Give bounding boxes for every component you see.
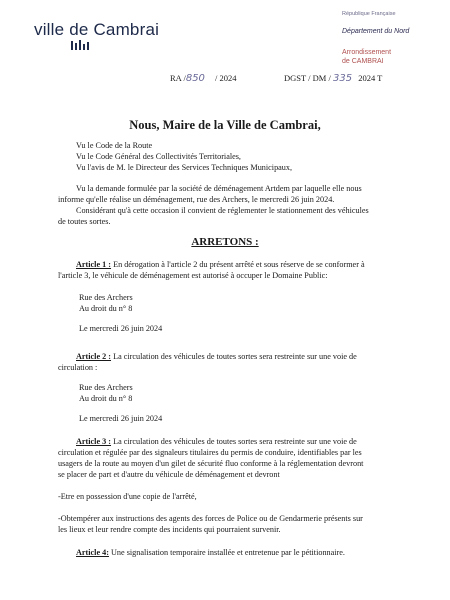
article-3-bullet: -Obtempérer aux instructions des agents des forces de Police ou de Gendarmerie présents sur bbox=[58, 514, 363, 523]
ra-reference bbox=[170, 73, 237, 84]
article-2-line: circulation : bbox=[58, 363, 98, 372]
article-3-label: Article 3 : bbox=[76, 437, 112, 446]
arretons-heading: ARRETONS : bbox=[191, 236, 259, 248]
article-3-line: se placer de part et d'autre du véhicule de déménagement et devront bbox=[58, 470, 280, 479]
article-2-date: Le mercredi 26 juin 2024 bbox=[79, 414, 163, 423]
dgst-year: 2024 T bbox=[358, 73, 383, 83]
article-2-label: Article 2 : bbox=[76, 352, 112, 361]
consideration-line: de toutes sortes. bbox=[58, 217, 111, 226]
article-1-line: l'article 3, le véhicule de déménagement est autorisé à occuper le Domaine Public: bbox=[58, 271, 328, 280]
article-1-number: Au droit du n° 8 bbox=[79, 304, 133, 313]
vu-line: Vu le Code de la Route bbox=[76, 141, 153, 150]
article-3-bullet: -Etre en possession d'une copie de l'arrêté, bbox=[58, 492, 197, 501]
ra-number: 850 bbox=[185, 73, 205, 84]
article-3-line: usagers de la route au moyen d'un gilet de sécurité fluo conforme à la réglementation devront bbox=[58, 459, 364, 468]
article-1-label: Article 1 : bbox=[76, 260, 112, 269]
article-2-street: Rue des Archers bbox=[79, 383, 133, 392]
consideration-line: informe qu'elle réalise un déménagement, rue des Archers, le mercredi 26 juin 2024. bbox=[58, 195, 335, 204]
city-logo-icon bbox=[70, 40, 94, 50]
article-3-bullet: les lieux et leur rendre compte des incidents qui pourraient survenir. bbox=[58, 525, 281, 534]
article-4-line: Article 4: Une signalisation temporaire installée et entretenue par le pétitionnaire. bbox=[76, 548, 345, 557]
consideration-line: Considérant qu'à cette occasion il convient de réglementer le stationnement des véhicules bbox=[76, 206, 369, 215]
dgst-reference bbox=[284, 73, 382, 84]
article-1-street: Rue des Archers bbox=[79, 293, 133, 302]
article-4-label: Article 4: bbox=[76, 548, 109, 557]
article-2-line: Article 2 : La circulation des véhicules de toutes sortes sera restreinte sur une voie de bbox=[76, 352, 357, 361]
republique-label: République Française bbox=[342, 11, 396, 17]
article-3-line: Article 3 : La circulation des véhicules de toutes sortes sera restreinte sur une voie de bbox=[76, 437, 357, 446]
ra-label: RA / bbox=[170, 73, 186, 83]
dgst-label: DGST / DM / bbox=[284, 73, 331, 83]
page-title: Nous, Maire de la Ville de Cambrai, bbox=[129, 118, 321, 132]
consideration-line: Vu la demande formulée par la société de déménagement Artdem par laquelle elle nous bbox=[76, 184, 362, 193]
arrondissement-label: Arrondissement bbox=[342, 49, 392, 56]
vu-line: Vu le Code Général des Collectivités Territoriales, bbox=[76, 152, 241, 161]
article-1-date: Le mercredi 26 juin 2024 bbox=[79, 324, 163, 333]
city-logo-text: ville de Cambrai bbox=[34, 20, 160, 39]
vu-line: Vu l'avis de M. le Directeur des Services Techniques Municipaux, bbox=[76, 163, 293, 172]
dgst-number: 335 bbox=[332, 73, 353, 84]
departement-label: Département du Nord bbox=[342, 28, 410, 35]
arrondissement-name: de CAMBRAI bbox=[342, 58, 384, 65]
article-3-line: circulation et régulée par des signaleurs titulaires du permis de conduire, identifiables par les bbox=[58, 448, 362, 457]
ra-year: / 2024 bbox=[215, 73, 237, 83]
article-1-line: Article 1 : En dérogation à l'article 2 du présent arrêté et sous réserve de se conformer à bbox=[76, 260, 365, 269]
article-2-number: Au droit du n° 8 bbox=[79, 394, 133, 403]
